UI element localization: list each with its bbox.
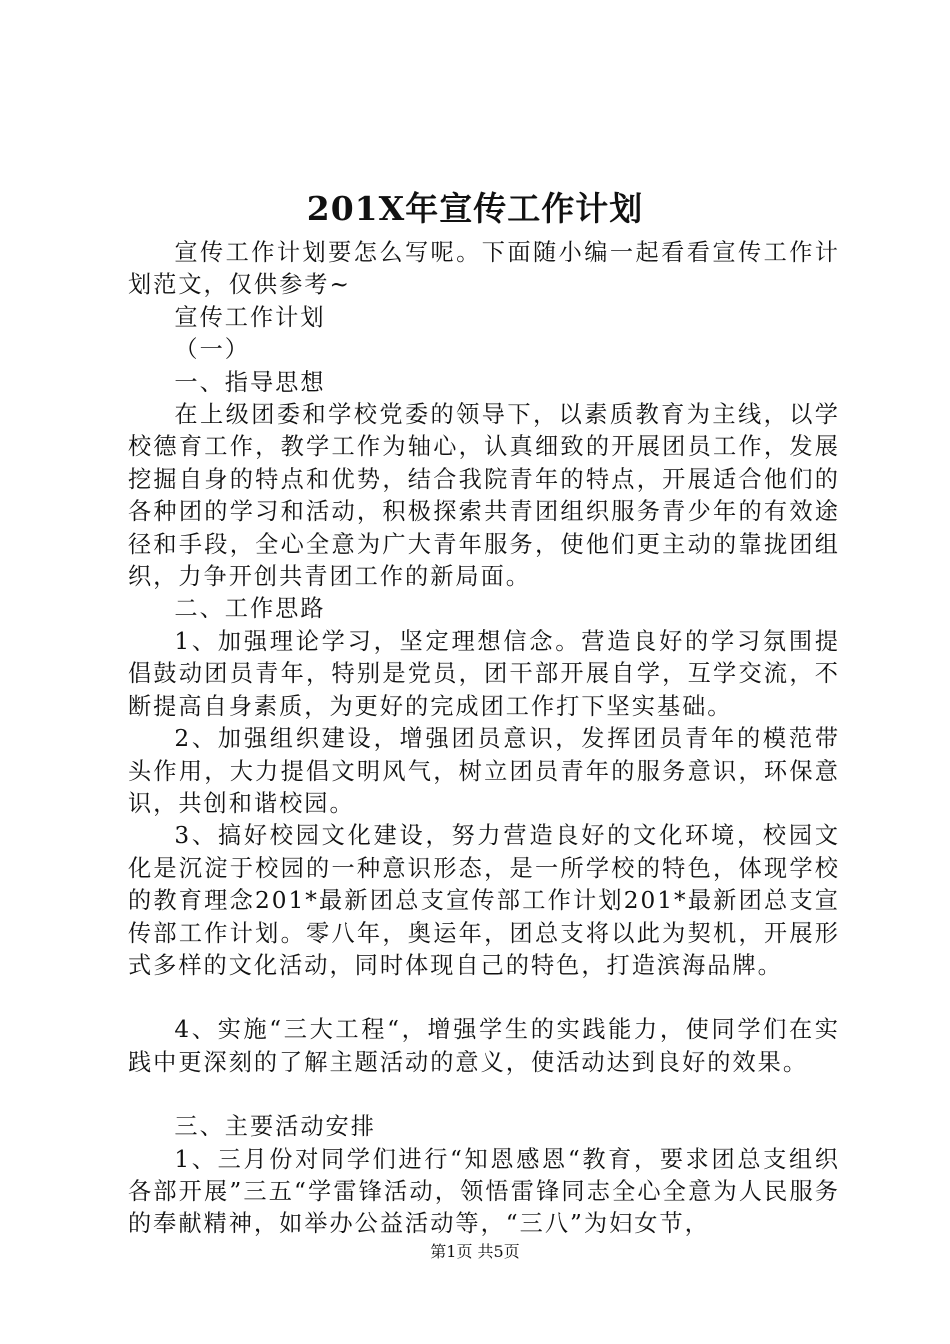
page-footer: 第1页 共5页 [430, 1242, 520, 1261]
heading-main-activities: 三、主要活动安排 [174, 1113, 376, 1141]
section-number: （一） [174, 336, 250, 364]
paragraph-approach-4: 4、实施“三大工程“，增强学生的实践能力，使同学们在实践中更深刻的了解主题活动的意义，使活动达到良好的效果。 [128, 1016, 840, 1076]
document-title: 201X年宣传工作计划 [306, 189, 644, 228]
intro-paragraph: 宣传工作计划要怎么写呢。下面随小编一起看看宣传工作计划范文，仅供参考~ [128, 239, 840, 299]
section-heading-plan: 宣传工作计划 [174, 303, 326, 331]
paragraph-approach-3: 3、搞好校园文化建设，努力营造良好的文化环境，校园文化是沉淀于校园的一种意识形态，是一所学校的特色，体现学校的教育理念201*最新团总支宣传部工作计划201*最新团总支宣传部工作计划。零八年，奥运年，团总支将以此为契机，开展形式多样的文化活动，同时体现自己的特色，打造滨海品牌。 [128, 822, 840, 979]
paragraph-guiding-thought: 在上级团委和学校党委的领导下，以素质教育为主线，以学校德育工作，教学工作为轴心，认真细致的开展团员工作，发展挖掘自身的特点和优势，结合我院青年的特点，开展适合他们的各种团的学习和活动，积极探索共青团组织服务青少年的有效途径和手段，全心全意为广大青年服务，使他们更主动的靠拢团组织，力争开创共青团工作的新局面。 [128, 401, 840, 591]
paragraph-activity-1: 1、三月份对同学们进行“知恩感恩“教育，要求团总支组织各部开展”三五“学雷锋活动，领悟雷锋同志全心全意为人民服务的奉献精神，如举办公益活动等，“三八”为妇女节， [128, 1145, 840, 1238]
heading-guiding-thought: 一、指导思想 [174, 368, 326, 396]
paragraph-approach-2: 2、加强组织建设，增强团员意识，发挥团员青年的模范带头作用，大力提倡文明风气，树立团员青年的服务意识，环保意识，共创和谐校园。 [128, 725, 840, 817]
heading-work-approach: 二、工作思路 [174, 595, 326, 623]
paragraph-approach-1: 1、加强理论学习，坚定理想信念。营造良好的学习氛围提倡鼓动团员青年，特别是党员，团干部开展自学，互学交流，不断提高自身素质，为更好的完成团工作打下坚实基础。 [128, 627, 840, 720]
document-body [128, 237, 840, 1241]
